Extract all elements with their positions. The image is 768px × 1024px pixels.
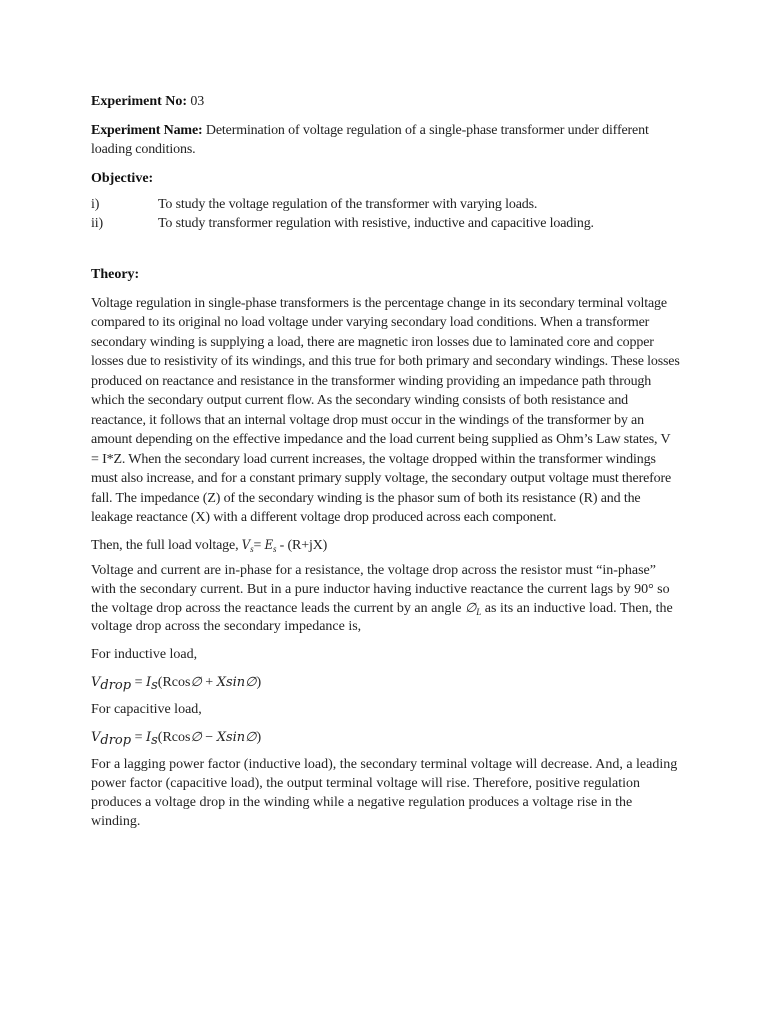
paragraph-2-part-a: Voltage and current are in-phase for a resistance, the voltage drop across the resistor must “in-phase” with the secondary current. But in a pure inductor having inductive reactance the current lags by 90° so the voltage drop across the reactance leads the current by an angle (91, 563, 670, 616)
close-paren: ) (256, 729, 262, 745)
document-page (91, 90, 681, 831)
full-load-prefix: Then, the full load voltage, (91, 537, 242, 553)
is-subscript: s (151, 732, 158, 748)
vdrop-subscript: drop (100, 732, 132, 748)
minus-operator: − (201, 729, 217, 745)
rcos-term: (Rcos (157, 674, 191, 690)
close-paren: ) (256, 674, 262, 690)
objective-list (91, 196, 681, 233)
list-item (91, 196, 681, 215)
experiment-no-value: 03 (187, 94, 205, 109)
experiment-name-value: Determination of voltage regulation of a single-phase transformer under different loading conditions. (91, 122, 649, 157)
phi-l-subscript: L (476, 606, 482, 617)
capacitive-load-label: For capacitive load, (91, 702, 202, 718)
capacitive-equation (91, 728, 681, 748)
full-load-voltage-line (91, 536, 681, 556)
list-item-number: ii) (91, 215, 103, 231)
list-item-number: i) (91, 197, 100, 212)
phi-symbol: ∅ (190, 729, 202, 745)
inductive-equation (91, 673, 681, 693)
phi-l-symbol: ∅ (464, 600, 477, 616)
xsin-term: Xsin∅ (216, 674, 257, 690)
experiment-name-label: Experiment Name: (91, 122, 203, 138)
is-symbol: I (145, 674, 152, 690)
full-load-suffix: - (R+jX) (276, 537, 328, 553)
vs-subscript: s (250, 543, 254, 554)
list-item (91, 215, 681, 234)
is-subscript: s (151, 677, 158, 693)
paragraph-2-part-b: as its an inductive load. Then, the voltage drop across the secondary impedance is, (91, 600, 673, 635)
vdrop-symbol: V (91, 729, 101, 745)
theory-heading: Theory: (91, 267, 140, 282)
objective-heading: Objective: (91, 170, 154, 186)
experiment-no-line (91, 92, 681, 112)
plus-operator: + (201, 674, 217, 690)
is-symbol: I (145, 729, 152, 745)
list-item-text: To study transformer regulation with resistive, inductive and capacitive loading. (158, 215, 594, 231)
experiment-name-line (91, 121, 681, 160)
xsin-term: Xsin∅ (216, 729, 257, 745)
theory-paragraph-2 (91, 562, 681, 637)
equals-sign: = (131, 729, 146, 745)
vs-symbol: V (241, 537, 251, 553)
vdrop-symbol: V (91, 674, 101, 690)
es-symbol: E (264, 537, 273, 553)
equals-sign: = (131, 674, 146, 690)
experiment-no-label: Experiment No: (91, 94, 188, 109)
es-subscript: s (272, 543, 277, 554)
rcos-term: (Rcos (157, 729, 191, 745)
theory-paragraph-1: Voltage regulation in single-phase transformers is the percentage change in its secondary terminal voltage compared to its original no load voltage under varying secondary load conditions. When a transformer secondary winding is supplying a load, there are magnetic iron losses due to laminated core and copper losses due to resistivity of its windings, and this true for both primary and secondary windings. These losses produced on reactance and resistance in the transformer winding providing an impedance path through which the secondary output current flow. As the secondary winding consists of both resistance and reactance, it follows that an internal voltage drop must occur in the windings of the transformer by an amount depending on the effective impedance and the load current being supplied as Ohm’s Law states, V = I*Z. When the secondary load current increases, the voltage dropped within the transformer windings must also increase, and for a constant primary supply voltage, the secondary output voltage must therefore fall. The impedance (Z) of the secondary winding is the phasor sum of both its resistance (R) and the leakage reactance (X) with a different voltage drop produced across each component. (91, 295, 680, 525)
vdrop-subscript: drop (100, 677, 132, 693)
inductive-load-label: For inductive load, (91, 647, 198, 663)
theory-paragraph-3: For a lagging power factor (inductive load), the secondary terminal voltage will decrease. And, a leading power factor (capacitive load), the output terminal voltage will rise. Therefore, positive regulation produces a voltage drop in the winding while a negative regulation produces a voltage rise in the winding. (91, 757, 678, 829)
phi-symbol: ∅ (190, 674, 202, 690)
list-item-text: To study the voltage regulation of the transformer with varying loads. (158, 197, 538, 212)
equals-sign: = (253, 537, 265, 553)
